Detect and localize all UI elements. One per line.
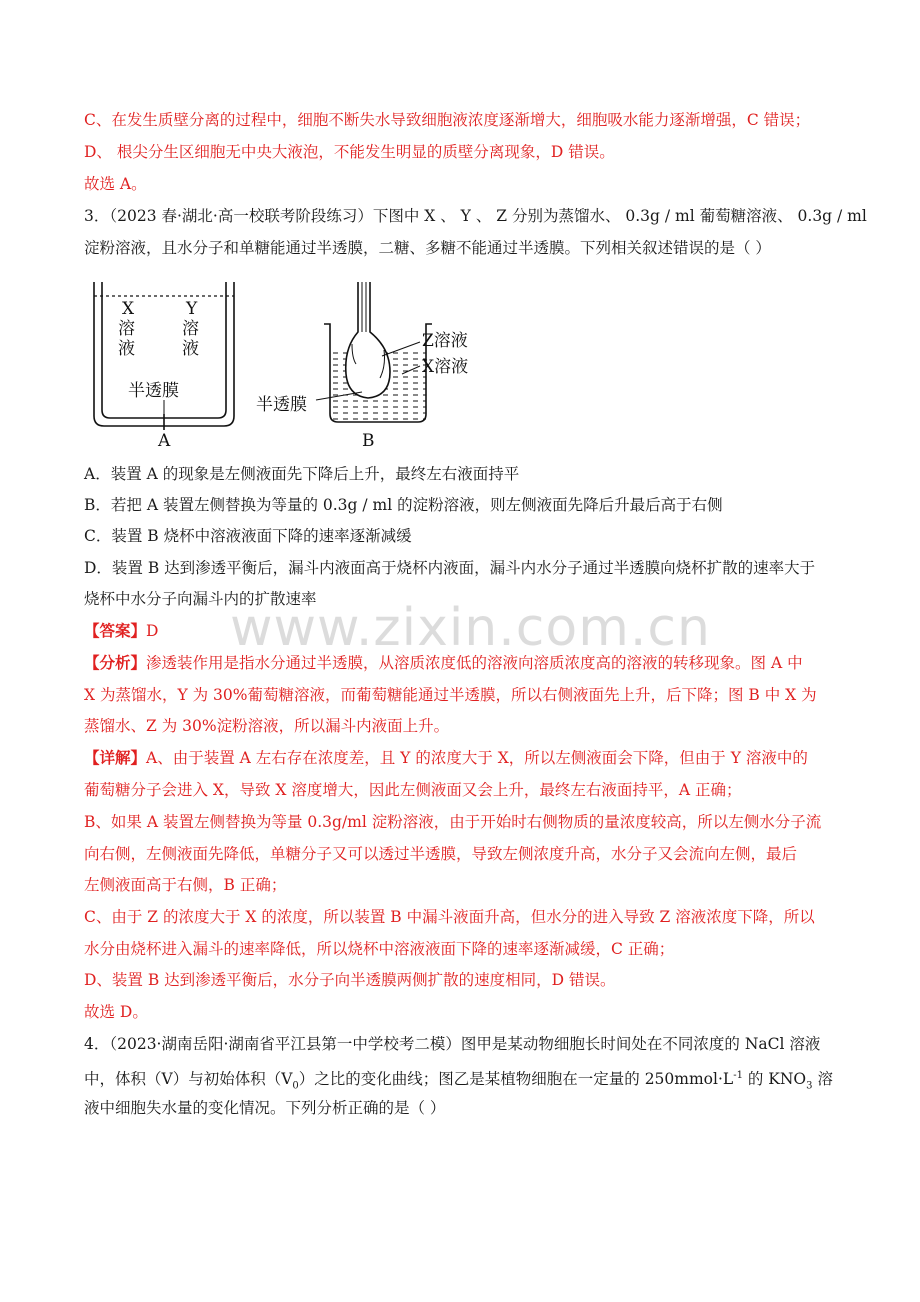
detail-tag: 【详解】 xyxy=(84,748,147,767)
question-3-line-2: 淀粉溶液，且水分子和单糖能通过半透膜，二糖、多糖不能通过半透膜。下列相关叙述错误的是（ ） xyxy=(84,239,771,257)
q4-l2-part-d: 溶 xyxy=(812,1070,833,1089)
question-4-line-3: 液中细胞失水量的变化情况。下列分析正确的是（ ） xyxy=(84,1099,446,1117)
option-d-line-1: D．装置 B 达到渗透平衡后，漏斗内液面高于烧杯内液面，漏斗内水分子通过半透膜向烧杯扩散的速率大于 xyxy=(84,559,816,577)
figure-a-y-label: Y xyxy=(186,299,198,319)
question-3-line-1: 3．（2023 春·湖北·高一校联考阶段练习）下图中 X 、 Y 、 Z 分别为蒸馏水、 0.3g / ml 葡萄糖溶液、 0.3g / ml xyxy=(84,207,867,225)
line-choose-d: 故选 D。 xyxy=(84,1003,148,1021)
figure-a-y-text-1: 溶 xyxy=(182,319,199,339)
figure-a-y-text-2: 液 xyxy=(182,339,199,359)
q4-l2-part-a: 中，体积（V）与初始体积（V xyxy=(84,1070,293,1089)
figure-b-membrane-label: 半透膜 xyxy=(256,395,307,415)
figure-b xyxy=(252,278,492,450)
figure-b-z-label: Z溶液 xyxy=(422,331,468,351)
analysis-tag: 【分析】 xyxy=(84,653,147,672)
detail-line-3: B、如果 A 装置左侧替换为等量 0.3g/ml 淀粉溶液，由于开始时右侧物质的量浓度较高，所以左侧水分子流 xyxy=(84,813,822,831)
line-choose-a: 故选 A。 xyxy=(84,175,147,193)
detail-line-1 xyxy=(84,747,808,769)
figure-a-x-text-2: 液 xyxy=(118,339,135,359)
option-a: A．装置 A 的现象是左侧液面先下降后上升，最终左右液面持平 xyxy=(84,465,520,483)
answer-value: D xyxy=(146,622,159,640)
answer-line xyxy=(84,620,158,642)
q4-l2-sup: -1 xyxy=(733,1070,743,1081)
figure-a xyxy=(88,278,248,450)
answer-tag: 【答案】 xyxy=(84,621,147,640)
detail-line-8: D、装置 B 达到渗透平衡后，水分子向半透膜两侧扩散的速度相同，D 错误。 xyxy=(84,971,616,989)
watermark: www.zixin.com.cn xyxy=(230,598,711,658)
figure-a-x-text-1: 溶 xyxy=(118,319,135,339)
figure-a-x-label: X xyxy=(122,299,135,319)
detail-line-6: C、由于 Z 的浓度大于 X 的浓度，所以装置 B 中漏斗液面升高，但水分的进入导致 Z 溶液浓度下降，所以 xyxy=(84,908,815,926)
option-b: B．若把 A 装置左侧替换为等量的 0.3g / ml 的淀粉溶液，则左侧液面先降后升最后高于右侧 xyxy=(84,496,723,514)
figure-b-funnel xyxy=(346,282,390,398)
q4-l2-sub2: 3 xyxy=(806,1080,813,1092)
detail-line-4: 向右侧，左侧液面先降低，单糖分子又可以透过半透膜，导致左侧浓度升高，水分子又会流向左侧，最后 xyxy=(84,845,798,863)
analysis-line-2: X 为蒸馏水，Y 为 30%葡萄糖溶液，而葡萄糖能通过半透膜，所以右侧液面先上升，后下降；图 B 中 X 为 xyxy=(84,686,817,704)
detail-line-7: 水分由烧杯进入漏斗的速率降低，所以烧杯中溶液液面下降的速率逐渐减缓，C 正确； xyxy=(84,940,675,958)
question-4-line-2 xyxy=(84,1065,833,1097)
figure-b-caption: B xyxy=(362,431,375,450)
question-4-line-1: 4．（2023·湖南岳阳·湖南省平江县第一中学校考二模）图甲是某动物细胞长时间处在不同浓度的 NaCl 溶液 xyxy=(84,1035,821,1053)
figure-a-membrane-label: 半透膜 xyxy=(128,381,179,401)
option-c: C．装置 B 烧杯中溶液液面下降的速率逐渐减缓 xyxy=(84,527,412,545)
detail-text-1: A、由于装置 A 左右存在浓度差，且 Y 的浓度大于 X，所以左侧液面会下降，但由于 Y 溶液中的 xyxy=(146,749,808,767)
line-d-prev: D、 根尖分生区细胞无中央大液泡，不能发生明显的质壁分离现象，D 错误。 xyxy=(84,143,615,161)
line-c-prev: C、在发生质壁分离的过程中，细胞不断失水导致细胞液浓度逐渐增大，细胞吸水能力逐渐增强，C 错误； xyxy=(84,111,811,129)
q4-l2-part-b: ）之比的变化曲线；图乙是某植物细胞在一定量的 250mmol·L xyxy=(298,1070,734,1089)
figure-b-x-label: X溶液 xyxy=(422,357,469,377)
detail-line-2: 葡萄糖分子会进入 X，导致 X 溶度增大，因此左侧液面又会上升，最终左右液面持平，A 正确； xyxy=(84,781,742,799)
q4-l2-part-c: 的 KNO xyxy=(742,1070,807,1089)
figure-a-caption: A xyxy=(158,431,171,450)
analysis-line-3: 蒸馏水、Z 为 30%淀粉溶液，所以漏斗内液面上升。 xyxy=(84,717,450,735)
analysis-text-1: 渗透装作用是指水分通过半透膜，从溶质浓度低的溶液向溶质浓度高的溶液的转移现象。图 A 中 xyxy=(146,654,803,672)
option-d-line-2: 烧杯中水分子向漏斗内的扩散速率 xyxy=(84,590,317,608)
analysis-line-1 xyxy=(84,652,803,674)
q4-l2-sub: 0 xyxy=(292,1080,299,1092)
detail-line-5: 左侧液面高于右侧，B 正确； xyxy=(84,876,287,894)
